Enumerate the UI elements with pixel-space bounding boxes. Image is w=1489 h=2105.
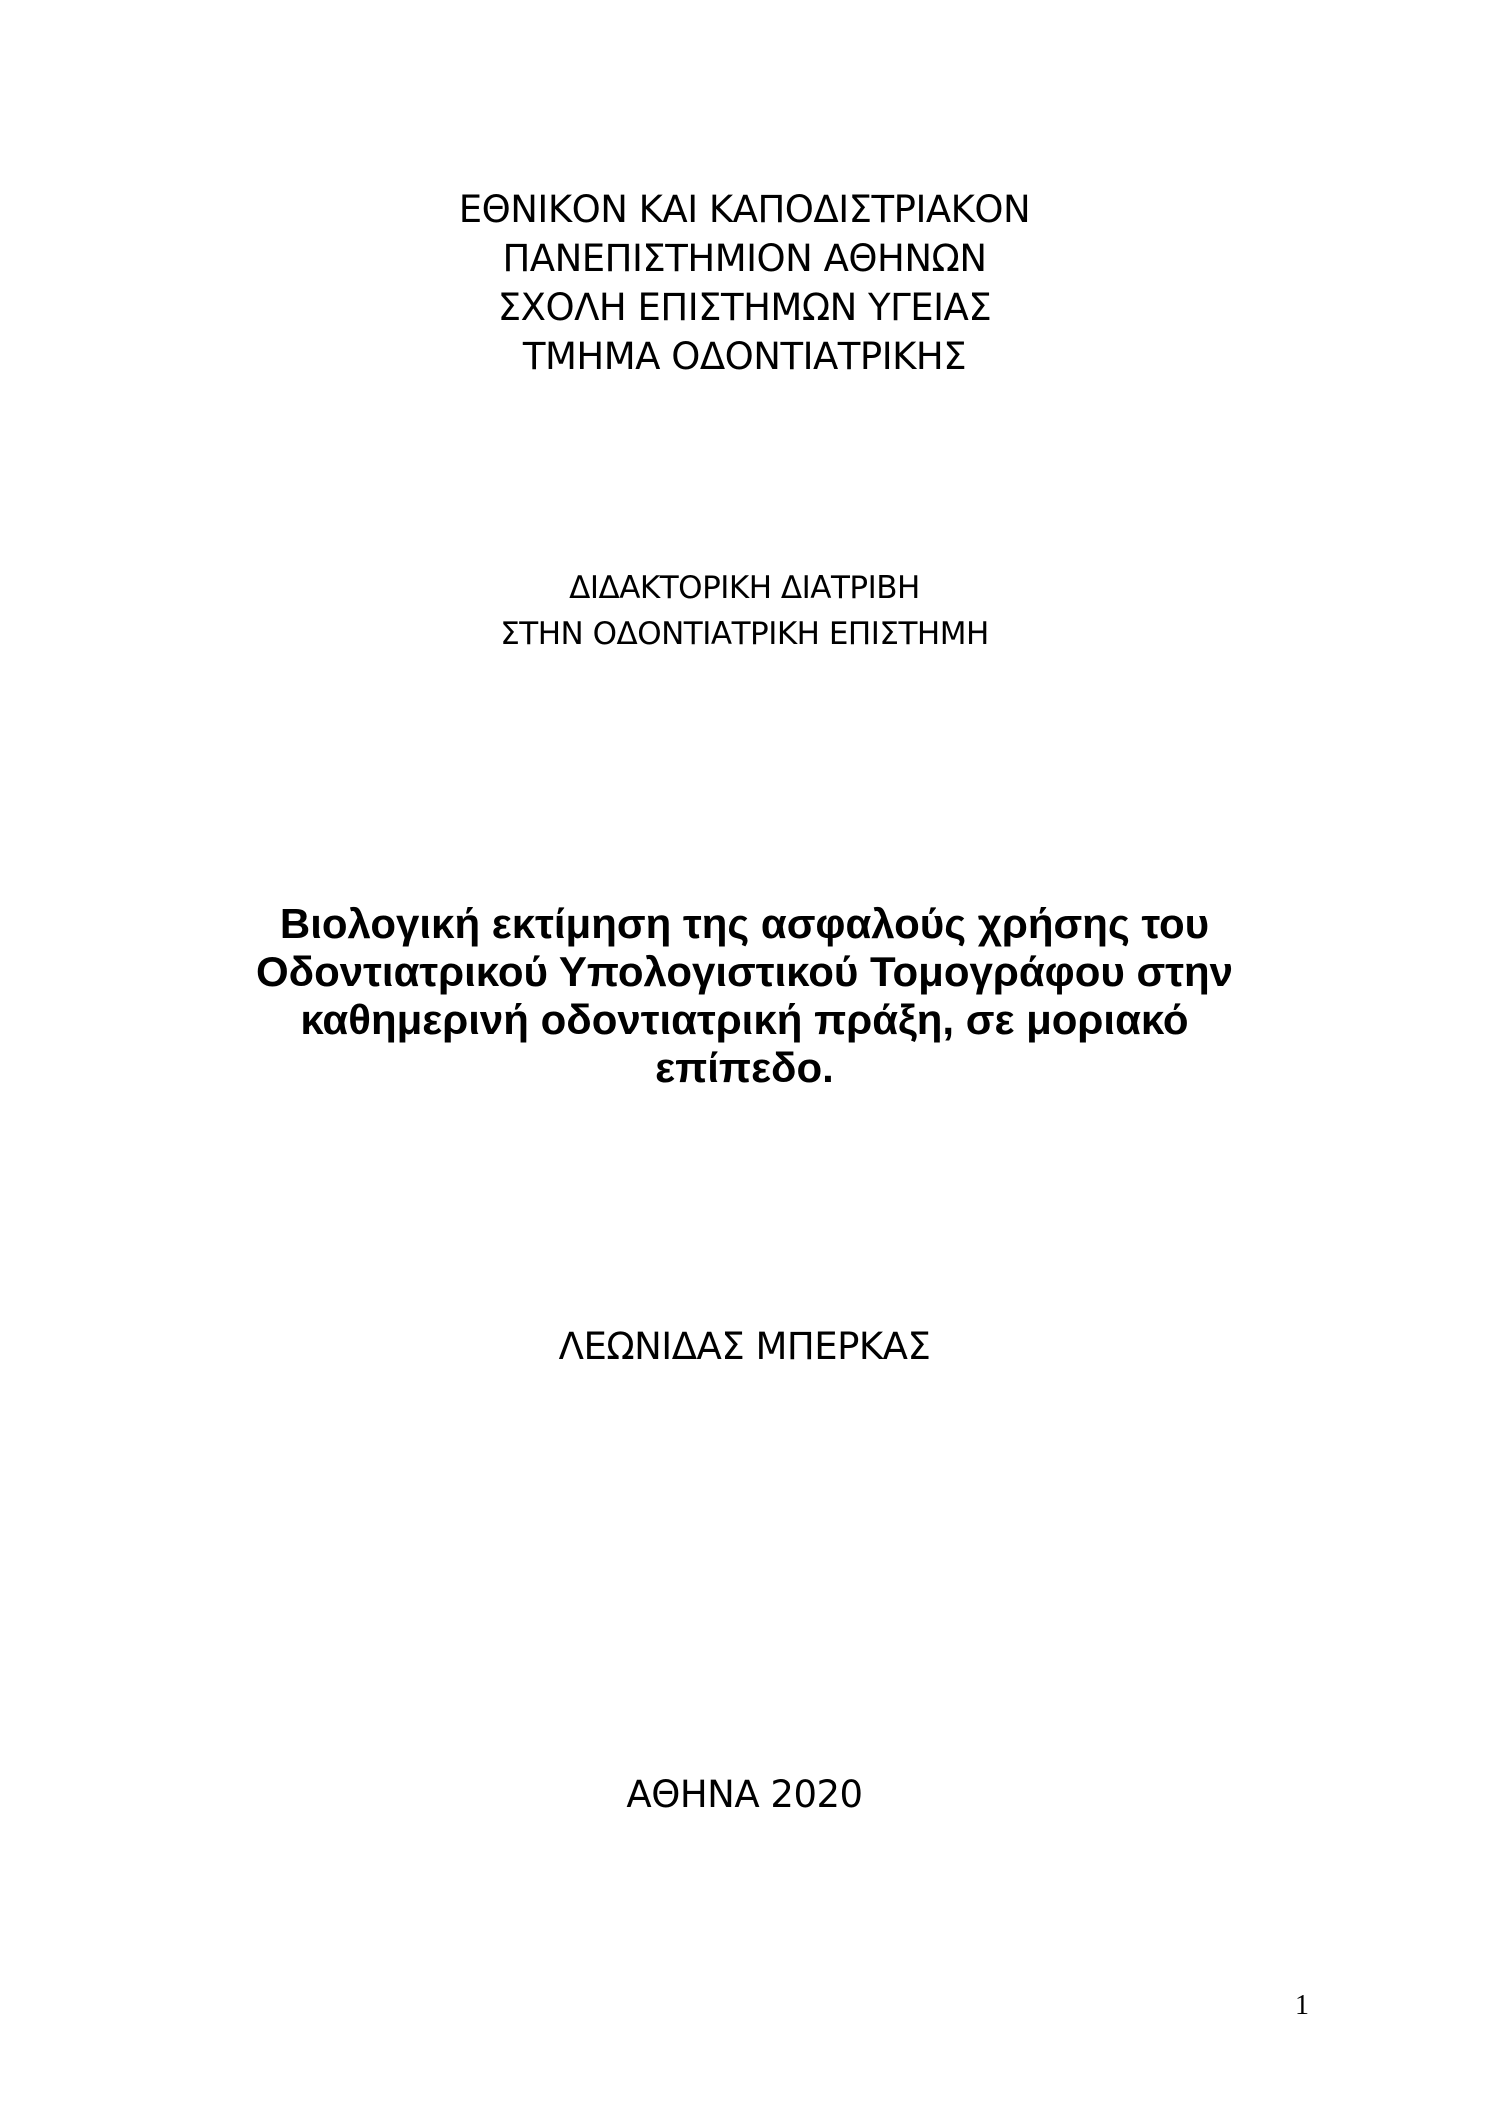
thesis-title-line: επίπεδο. — [655, 1044, 834, 1091]
institution-line-department: ΤΜΗΜΑ ΟΔΟΝΤΙΑΤΡΙΚΗΣ — [522, 335, 967, 378]
author-name: ΛΕΩΝΙΔΑΣ ΜΠΕΡΚΑΣ — [558, 1325, 931, 1368]
institution-line-university: ΕΘΝΙΚΟΝ ΚΑΙ ΚΑΠΟΔΙΣΤΡΙΑΚΟΝ — [458, 188, 1031, 231]
institution-line-school: ΣΧΟΛΗ ΕΠΙΣΤΗΜΩΝ ΥΓΕΙΑΣ — [497, 286, 992, 329]
thesis-title — [0, 900, 1489, 1092]
thesis-title-line: Βιολογική εκτίμηση της ασφαλούς χρήσης του — [279, 900, 1210, 947]
place-and-year: ΑΘΗΝΑ 2020 — [626, 1773, 863, 1816]
thesis-title-line: καθημερινή οδοντιατρική πράξη, σε μοριακό — [300, 996, 1189, 1043]
thesis-title-line: Οδοντιατρικού Υπολογιστικού Τομογράφου στην — [256, 948, 1233, 995]
institution-line-athens: ΠΑΝΕΠΙΣΤΗΜΙΟΝ ΑΘΗΝΩΝ — [502, 237, 987, 280]
institution-block — [0, 185, 1489, 381]
degree-block — [0, 565, 1489, 657]
page-number: 1 — [1295, 1990, 1309, 2021]
degree-line-type: ΔΙΔΑΚΤΟΡΙΚΗ ΔΙΑΤΡΙΒΗ — [569, 570, 920, 606]
degree-line-field: ΣΤΗΝ ΟΔΟΝΤΙΑΤΡΙΚΗ ΕΠΙΣΤΗΜΗ — [500, 616, 989, 652]
